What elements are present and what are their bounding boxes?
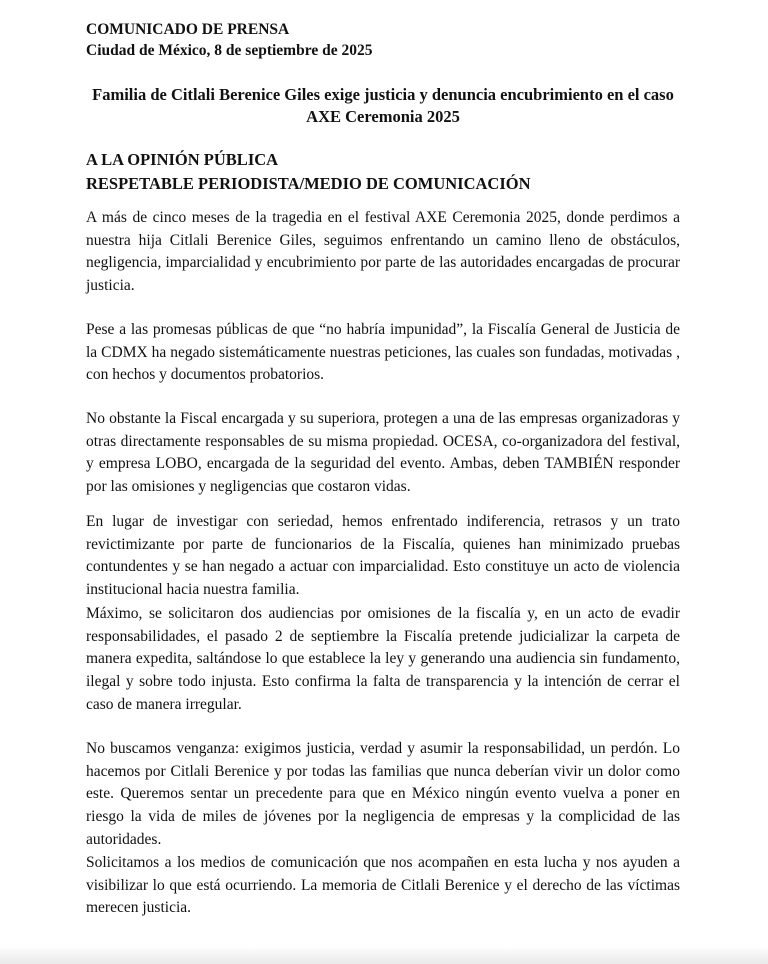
document-label: COMUNICADO DE PRENSA xyxy=(86,21,290,38)
press-release-title: Familia de Citlali Berenice Giles exige justicia y denuncia encubrimiento en el caso AXE Ceremonia 2025 xyxy=(92,85,674,126)
paragraph-6: No buscamos venganza: exigimos justicia, verdad y asumir la responsabilidad, un perdón. Lo hacemos por Citlali Berenice y por todas las familias que nunca deberían vivir un dolor como este. Queremos sentar un precedente para que en México ningún evento vuelva a poner en riesgo la vida de miles de jóvenes por la negligencia de empresas y la complicidad de las autoridades. xyxy=(86,740,680,848)
salutation-line-2: RESPETABLE PERIODISTA/MEDIO DE COMUNICACIÓN xyxy=(86,174,531,193)
paragraph-4: En lugar de investigar con seriedad, hemos enfrentado indiferencia, retrasos y un trato revictimizante por parte de funcionarios de la Fiscalía, quienes han minimizado pruebas contundentes y se han negado a actuar con imparcialidad. Esto constituye un acto de violencia institucional hacia nuestra familia. xyxy=(86,513,680,599)
paragraph-7: Solicitamos a los medios de comunicación que nos acompañen en esta lucha y nos ayuden a visibilizar lo que está ocurriendo. La memoria de Citlali Berenice y el derecho de las víctimas merecen justicia. xyxy=(86,854,680,917)
paragraph-1: A más de cinco meses de la tragedia en el festival AXE Ceremonia 2025, donde perdimos a nuestra hija Citlali Berenice Giles, seguimos enfrentando un camino lleno de obstáculos, negligencia, imparcialidad y encubrimiento por parte de las autoridades encargadas de procurar justicia. xyxy=(86,209,680,295)
salutation-line-1: A LA OPINIÓN PÚBLICA xyxy=(86,150,279,169)
paragraph-2: Pese a las promesas públicas de que “no habría impunidad”, la Fiscalía General de Justicia de la CDMX ha negado sistemáticamente nuestras peticiones, las cuales son fundadas, motivadas , con hechos y documentos probatorios. xyxy=(86,321,680,384)
paragraph-3: No obstante la Fiscal encargada y su superiora, protegen a una de las empresas organizadoras y otras directamente responsables de su misma propiedad. OCESA, co-organizadora del festival, y empresa LOBO, encargada de la seguridad del evento. Ambas, deben TAMBIÉN responder por las omisiones y negligencias que costaron vidas. xyxy=(86,410,680,496)
bottom-edge-shadow xyxy=(0,946,768,964)
paragraph-5: Máximo, se solicitaron dos audiencias por omisiones de la fiscalía y, en un acto de evadir responsabilidades, el pasado 2 de septiembre la Fiscalía pretende judicializar la carpeta de manera expedita, saltándose lo que establece la ley y generando una audiencia sin fundamento, ilegal y sobre todo injusta. Esto confirma la falta de transparencia y la intención de cerrar el caso de manera irregular. xyxy=(86,605,680,713)
place-date: Ciudad de México, 8 de septiembre de 2025 xyxy=(86,42,373,59)
